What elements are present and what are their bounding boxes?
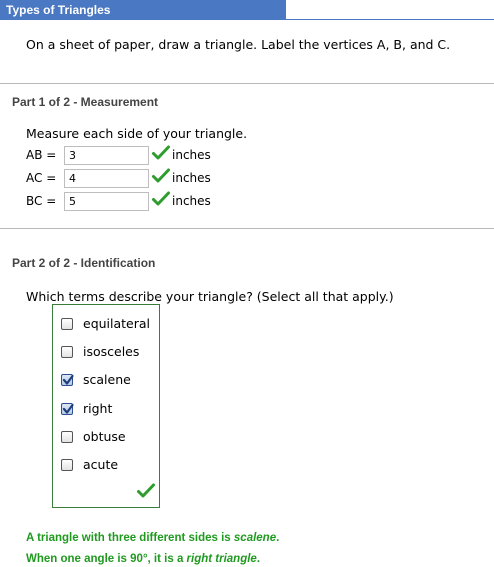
option-label: scalene	[83, 372, 131, 387]
option-label: acute	[83, 457, 119, 472]
option-label: isosceles	[83, 344, 140, 359]
side-label-ab: AB =	[26, 148, 57, 162]
side-input-ac[interactable]	[64, 169, 149, 188]
measure-prompt: Measure each side of your triangle.	[26, 126, 248, 141]
option-label: equilateral	[83, 316, 151, 331]
check-icon	[152, 191, 170, 207]
option-label: right	[83, 401, 113, 416]
side-input-ab[interactable]	[64, 146, 149, 165]
option-label: obtuse	[83, 429, 126, 444]
side-label-ac: AC =	[26, 171, 57, 185]
part1-title: Part 1 of 2 - Measurement	[12, 95, 159, 109]
feedback-text: When one angle is 90°, it is a	[26, 553, 187, 565]
part2-title: Part 2 of 2 - Identification	[12, 256, 156, 270]
checkbox-obtuse[interactable]	[61, 431, 73, 443]
unit-label-ab: inches	[172, 148, 211, 162]
identification-prompt: Which terms describe your triangle? (Select all that apply.)	[26, 289, 394, 304]
feedback-term: right triangle	[186, 553, 257, 565]
check-icon	[137, 483, 155, 499]
part2-divider	[0, 228, 494, 229]
unit-label-ac: inches	[172, 171, 211, 185]
checkmark-icon	[62, 374, 74, 386]
feedback-text: A triangle with three different sides is	[26, 532, 234, 544]
checkmark-icon	[62, 403, 74, 415]
page-title: Types of Triangles	[0, 0, 286, 20]
unit-label-bc: inches	[172, 194, 211, 208]
check-icon	[152, 168, 170, 184]
checkbox-acute[interactable]	[61, 459, 73, 471]
options-box	[52, 304, 160, 508]
instruction-text: On a sheet of paper, draw a triangle. Label the vertices A, B, and C.	[26, 37, 451, 52]
feedback-term: scalene	[233, 532, 277, 544]
header-rule	[0, 19, 494, 20]
part1-divider	[0, 83, 494, 84]
feedback-scalene	[26, 532, 279, 544]
feedback-punct: .	[276, 532, 280, 544]
checkbox-isosceles[interactable]	[61, 346, 73, 358]
checkbox-scalene[interactable]	[61, 374, 73, 386]
check-icon	[152, 145, 170, 161]
checkbox-right[interactable]	[61, 403, 73, 415]
side-label-bc: BC =	[26, 194, 57, 208]
feedback-right	[26, 553, 260, 565]
feedback-punct: .	[256, 553, 261, 565]
side-input-bc[interactable]	[64, 192, 149, 211]
checkbox-equilateral[interactable]	[61, 318, 73, 330]
